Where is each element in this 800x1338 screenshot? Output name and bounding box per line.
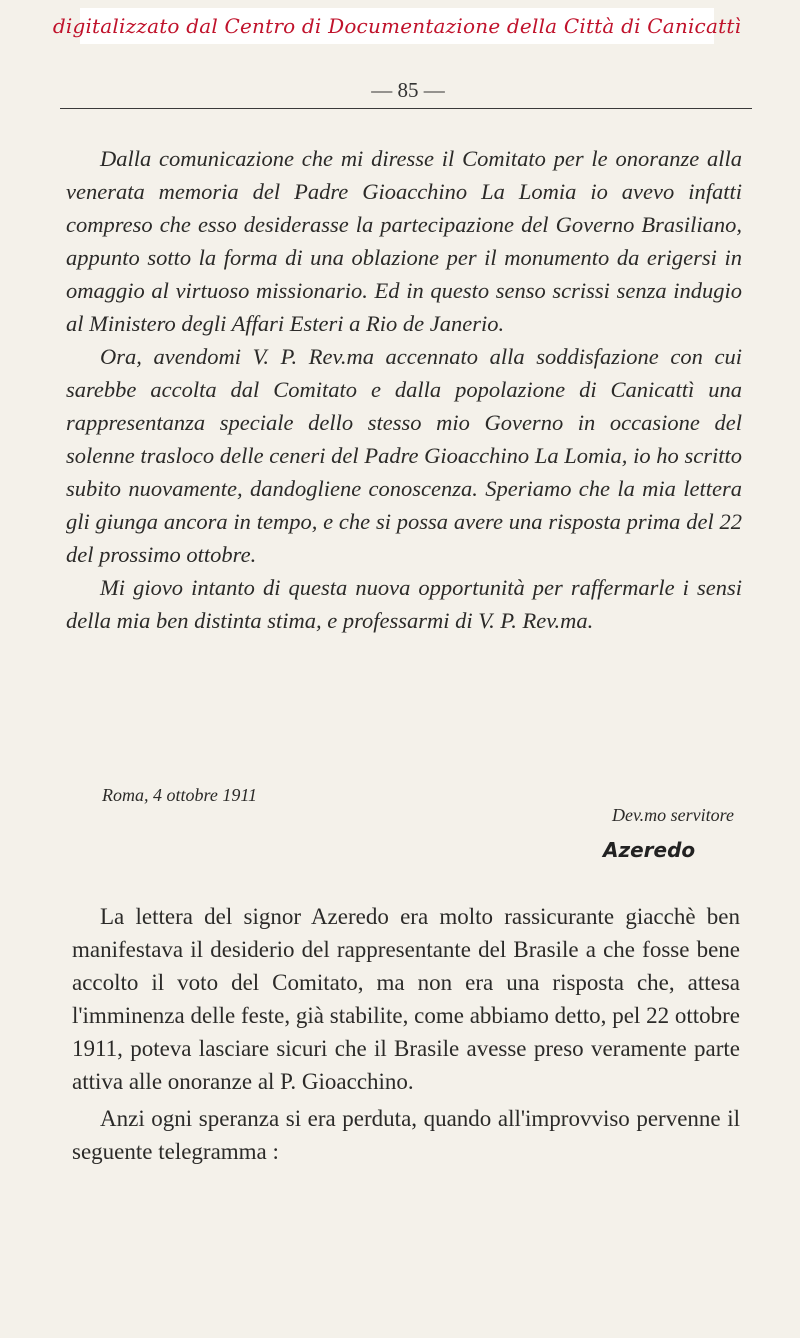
banner-text: digitalizzato dal Centro di Documentazione della Città di Canicattì xyxy=(52,14,742,38)
digitization-banner xyxy=(52,8,742,44)
letter-place-date: Roma, 4 ottobre 1911 xyxy=(102,785,257,805)
page-number: — 85 — xyxy=(371,78,445,102)
letter-closing: Dev.mo servitore xyxy=(612,805,734,825)
narrative-paragraph: La lettera del signor Azeredo era molto rassicurante giacchè ben manifestava il desiderio del rappresentante del Brasile a che fosse bene accolto il voto del Comitato, ma non era una risposta che, attesa l'imminenza delle feste, già stabilite, come abbiamo detto, pel 22 ottobre 1911, poteva lasciare sicuri che il Brasile avesse preso veramente parte attiva alle onoranze al P. Gioacchino. xyxy=(72,904,740,1094)
header-rule xyxy=(60,108,752,109)
narrative-body xyxy=(72,900,740,1168)
letter-paragraph: Ora, avendomi V. P. Rev.ma accennato alla soddisfazione con cui sarebbe accolta dal Comitato e dalla popolazione di Canicattì una rappresentanza speciale dello stesso mio Governo in occasione del solenne trasloco delle ceneri del Padre Gioacchino La Lomia, io ho scritto subito nuovamente, dandogliene conoscenza. Speriamo che la mia lettera gli giunga ancora in tempo, e che si possa avere una risposta prima del 22 del prossimo ottobre. xyxy=(66,344,742,567)
letter-paragraph: Dalla comunicazione che mi diresse il Comitato per le onoranze alla venerata memoria del Padre Gioacchino La Lomia io avevo infatti compreso che esso desiderasse la partecipazione del Governo Brasiliano, appunto sotto la forma di una oblazione per il monumento da erigersi in omaggio al virtuoso missionario. Ed in questo senso scrissi senza indugio al Ministero degli Affari Esteri a Rio de Janerio. xyxy=(66,146,742,336)
letter-signature: Azeredo xyxy=(603,838,696,862)
letter-paragraph: Mi giovo intanto di questa nuova opportunità per raffermarle i sensi della mia ben distinta stima, e professarmi di V. P. Rev.ma. xyxy=(66,575,742,633)
narrative-paragraph: Anzi ogni speranza si era perduta, quando all'improvviso pervenne il seguente telegramma : xyxy=(72,1106,740,1164)
letter-body xyxy=(66,142,742,637)
